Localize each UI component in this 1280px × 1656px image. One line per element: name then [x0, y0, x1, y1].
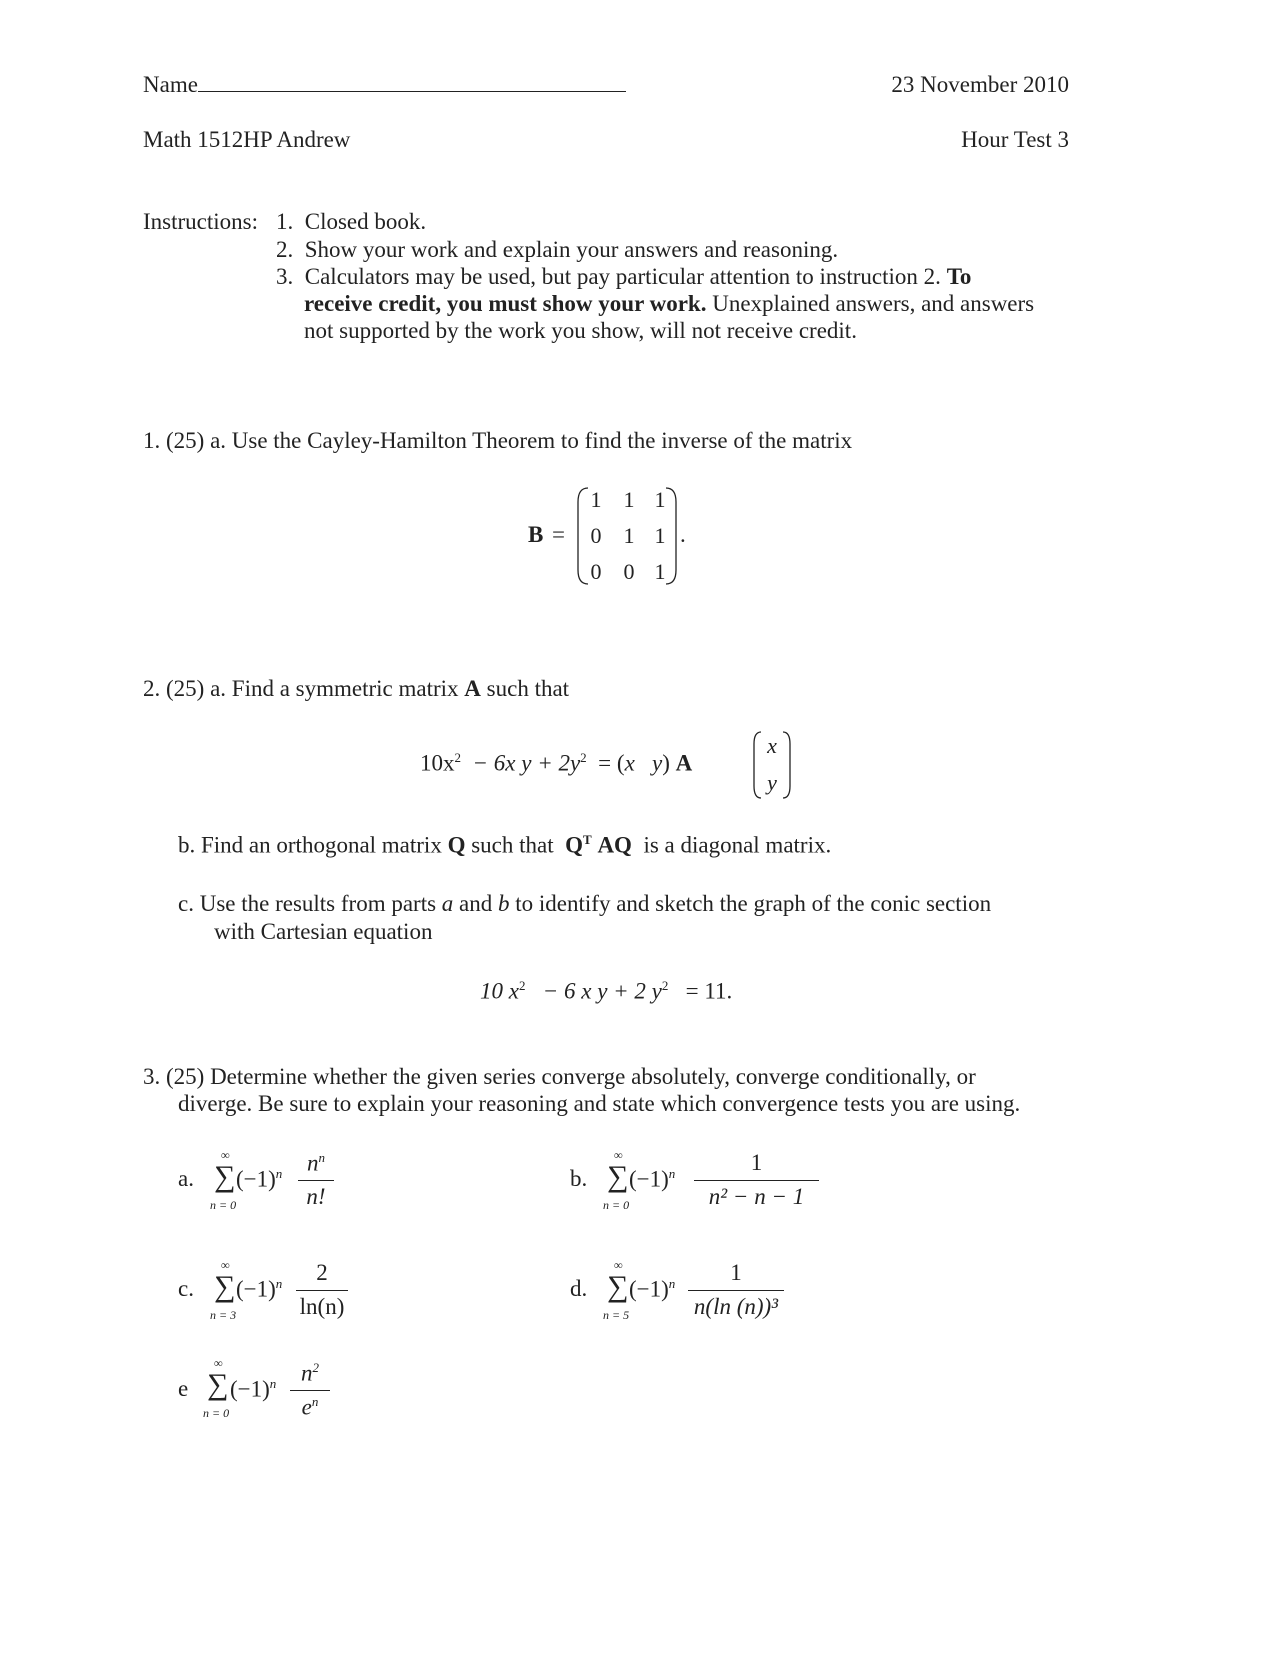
matrix-cell: 1	[623, 523, 635, 548]
series-d	[570, 1250, 800, 1330]
instruction-item-3	[276, 264, 971, 290]
series-fraction: 1 n² − n − 1	[694, 1140, 819, 1210]
sigma-icon: ∑	[607, 1270, 629, 1303]
matrix-cell: 1	[654, 559, 666, 584]
series-label: a.	[178, 1166, 194, 1191]
matrix-cell: 1	[590, 487, 602, 512]
instruction-text: Unexplained answers, and answers	[712, 291, 1035, 316]
alternating-sign: $(-1)^n$	[236, 1276, 283, 1302]
q2-text: 2. (25) a. Find a symmetric matrix	[143, 676, 459, 701]
matrix-cell: 0	[590, 559, 602, 584]
column-vector-xy	[752, 730, 792, 800]
series-a	[178, 1140, 378, 1220]
sum-upper-limit: ∞	[221, 1258, 230, 1272]
matrix-cell: 1	[654, 523, 666, 548]
instruction-text: Closed book.	[304, 209, 427, 234]
question-2c-prompt: c. Use the results from parts a and b to identify and sketch the graph of the conic section	[178, 891, 992, 916]
series-fraction: 1 n(ln (n))³	[688, 1250, 784, 1320]
sum-upper-limit: ∞	[221, 1148, 230, 1162]
matrix-b-equals: =	[552, 522, 565, 547]
sum-lower-limit: n = 0	[210, 1198, 237, 1212]
sum-lower-limit: n = 0	[603, 1198, 630, 1212]
sigma-icon: ∑	[607, 1160, 629, 1193]
sum-upper-limit: ∞	[214, 1356, 223, 1370]
matrix-b	[576, 486, 680, 586]
question-2c-line-2: with Cartesian equation	[214, 919, 433, 944]
alternating-sign: $(-1)^n$	[236, 1166, 283, 1192]
series-fraction: $n^n$ n!	[298, 1140, 334, 1210]
sum-upper-limit: ∞	[614, 1258, 623, 1272]
vector-entry: y	[767, 770, 777, 795]
course-title: Math 1512HP Andrew	[143, 127, 351, 152]
matrix-cell: 0	[590, 523, 602, 548]
sum-lower-limit: n = 0	[203, 1406, 230, 1420]
instruction-item-2	[276, 237, 838, 263]
question-3-prompt-line-2: diverge. Be sure to explain your reasoning and state which convergence tests you are using.	[178, 1091, 1021, 1116]
matrix-period: .	[680, 522, 686, 547]
sum-lower-limit: n = 3	[210, 1308, 237, 1322]
series-fraction: $n^2$ $e^n$	[290, 1350, 330, 1420]
test-date: 23 November 2010	[891, 72, 1069, 97]
sigma-icon: ∑	[207, 1368, 229, 1401]
instruction-emphasis: To	[946, 264, 972, 289]
sigma-icon: ∑	[214, 1160, 236, 1193]
matrix-cell: 1	[623, 487, 635, 512]
matrix-b-name: B	[528, 522, 544, 547]
question-2b-prompt: b. Find an orthogonal matrix Q such that $Q^T$ AQ is a diagonal matrix.	[178, 832, 832, 858]
instruction-item-3-line-3: not supported by the work you show, will not receive credit.	[304, 318, 857, 343]
instruction-item-1	[276, 209, 426, 235]
instruction-num: 3.	[276, 264, 294, 289]
instruction-text: Show your work and explain your answers and reasoning.	[304, 237, 839, 262]
name-blank-line[interactable]	[198, 73, 626, 92]
series-b	[570, 1140, 830, 1220]
series-e	[178, 1350, 378, 1430]
alternating-sign: $(-1)^n$	[629, 1166, 676, 1192]
matrix-cell: 1	[654, 487, 666, 512]
series-label: b.	[570, 1166, 588, 1191]
series-label: c.	[178, 1276, 194, 1301]
series-c	[178, 1250, 378, 1330]
q2-text: such that	[486, 676, 570, 701]
sum-upper-limit: ∞	[614, 1148, 623, 1162]
quadratic-form-equation: $10x^2 - 6x$ $y + 2y^2 = (x$ y) A	[420, 750, 693, 776]
series-label: d.	[570, 1276, 588, 1301]
question-1-prompt: 1. (25) a. Use the Cayley-Hamilton Theorem to find the inverse of the matrix	[143, 428, 853, 453]
alternating-sign: $(-1)^n$	[629, 1276, 676, 1302]
instruction-item-3-line-2	[304, 291, 1034, 317]
series-fraction: 2 ln(n)	[296, 1250, 348, 1320]
instruction-emphasis: receive credit, you must show your work.	[304, 291, 707, 316]
instruction-num: 1.	[276, 209, 294, 234]
question-2-prompt	[143, 676, 569, 702]
conic-equation: 10 $x^2$ − 6 x y + 2 $y^2$ = 11.	[480, 978, 733, 1004]
instruction-text: Calculators may be used, but pay particular attention to instruction 2.	[304, 264, 941, 289]
name-field[interactable]	[143, 72, 626, 98]
vector-entry: x	[767, 733, 777, 758]
matrix-cell: 0	[623, 559, 635, 584]
test-title: Hour Test 3	[961, 127, 1069, 152]
sum-lower-limit: n = 5	[603, 1308, 630, 1322]
instructions-label: Instructions:	[143, 209, 258, 234]
sigma-icon: ∑	[214, 1270, 236, 1303]
alternating-sign: $(-1)^n$	[230, 1376, 277, 1402]
name-label: Name	[143, 72, 198, 97]
q2-matrix-a: A	[464, 676, 481, 701]
series-label: e	[178, 1376, 189, 1401]
question-3-prompt: 3. (25) Determine whether the given series converge absolutely, converge conditionally, or	[143, 1064, 976, 1089]
instruction-num: 2.	[276, 237, 294, 262]
